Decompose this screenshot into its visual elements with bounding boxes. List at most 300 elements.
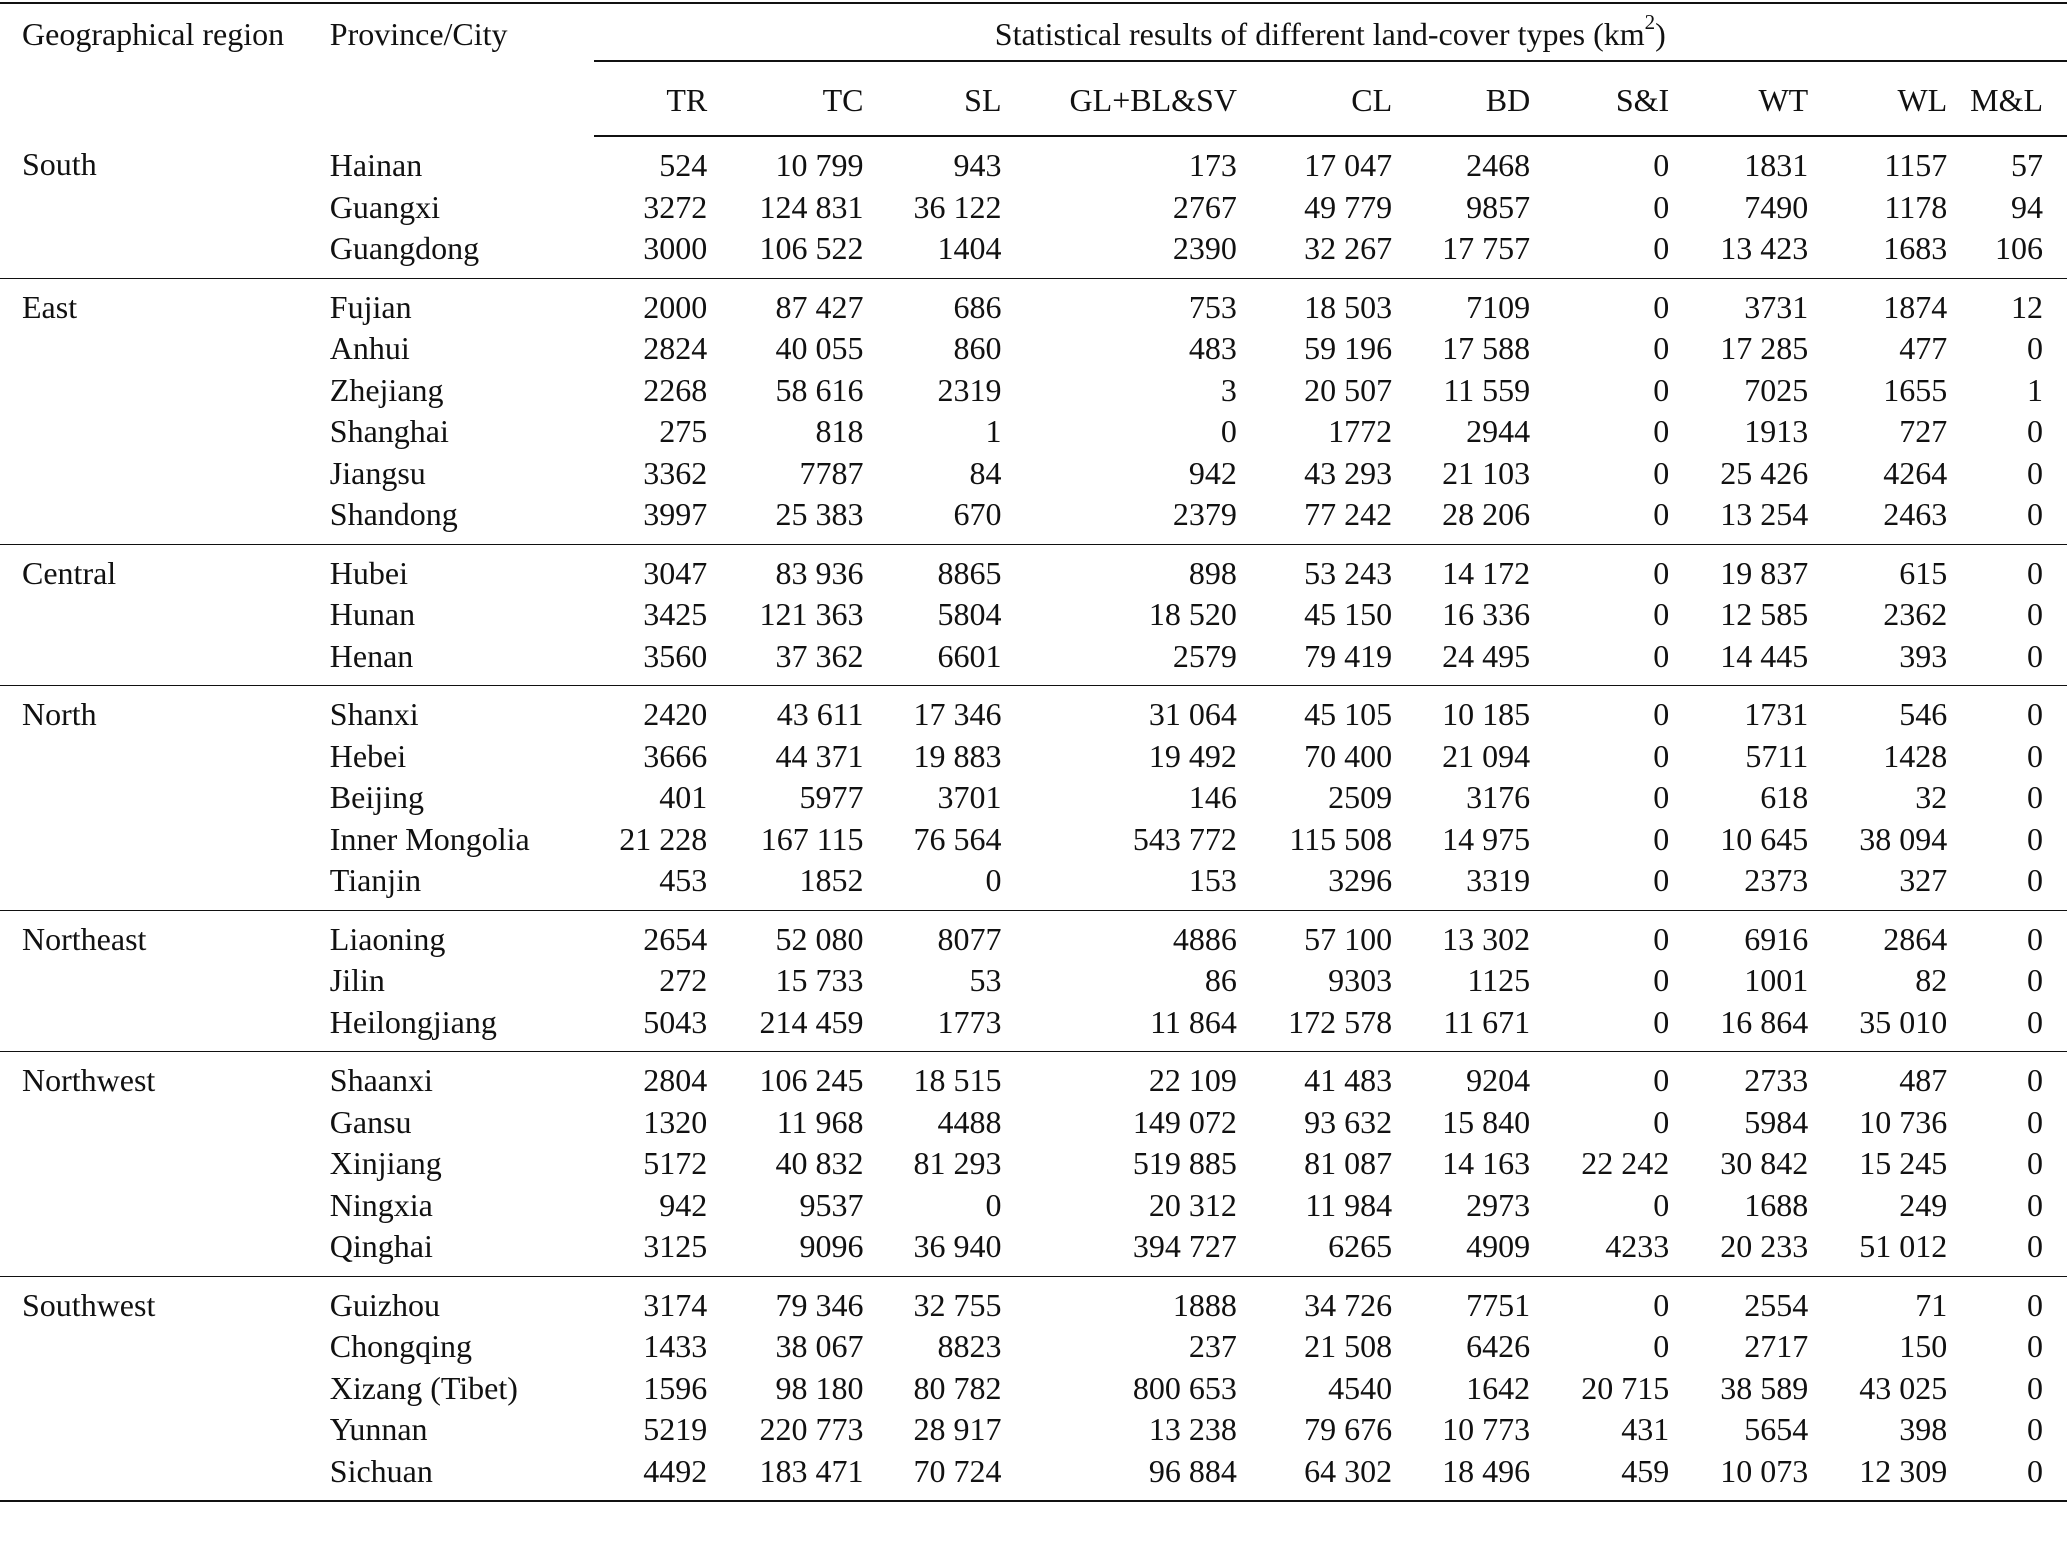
value-cell: 20 715 — [1581, 1369, 1670, 1406]
value-cell: 0 — [1653, 1003, 1670, 1040]
value-cell: 9537 — [799, 1186, 864, 1223]
region-cell — [0, 1143, 330, 1185]
value-cell: 0 — [1530, 686, 1669, 736]
value-cell: 25 383 — [775, 496, 864, 532]
value-cell: 214 459 — [759, 1003, 864, 1040]
value-cell: 94 — [2011, 188, 2043, 225]
province-cell: Inner Mongolia — [329, 820, 530, 857]
value-cell: 2390 — [1172, 230, 1237, 266]
value-cell: 124 831 — [759, 188, 864, 225]
value-cell: 40 832 — [775, 1145, 864, 1181]
region-cell — [0, 819, 330, 861]
value-cell: 32 — [1915, 779, 1948, 815]
value-cell: 1 — [2027, 371, 2043, 408]
table-row — [0, 1185, 2067, 1227]
value-cell: 149 072 — [1132, 1103, 1237, 1140]
value-cell: 44 371 — [775, 737, 864, 774]
value-cell: 5984 — [1744, 1103, 1809, 1140]
region-column-header: Geographical region — [0, 3, 330, 136]
value-cell: 19 837 — [1669, 544, 1808, 594]
value-cell: 0 — [1653, 1328, 1670, 1364]
value-cell: 7109 — [1392, 278, 1530, 328]
value-cell: 57 — [2011, 147, 2043, 183]
province-cell: Shanghai — [329, 413, 449, 449]
span-header-close: ) — [1655, 16, 1666, 52]
value-cell: 4488 — [937, 1103, 1002, 1140]
value-cell: 2767 — [1172, 188, 1237, 225]
value-cell: 3319 — [1466, 862, 1531, 898]
value-cell: 36 940 — [913, 1228, 1002, 1264]
region-cell — [0, 1002, 330, 1052]
value-cell: 0 — [1653, 737, 1670, 774]
table-row — [0, 860, 2067, 910]
value-cell: 2373 — [1744, 862, 1809, 898]
value-cell: 77 242 — [1304, 496, 1393, 532]
value-cell: 21 228 — [619, 820, 708, 857]
value-cell: 11 864 — [1150, 1003, 1237, 1040]
value-cell: 487 — [1808, 1052, 1947, 1102]
table-row — [0, 453, 2067, 495]
value-cell: 59 196 — [1304, 330, 1393, 366]
table-row — [0, 777, 2067, 819]
value-cell: 6916 — [1669, 910, 1808, 960]
value-cell: 45 105 — [1237, 686, 1392, 736]
province-cell: Hainan — [329, 146, 423, 183]
value-cell: 53 243 — [1237, 544, 1392, 594]
province-cell: Guizhou — [330, 1276, 594, 1326]
value-cell: 38 094 — [1859, 820, 1948, 857]
value-cell: 17 757 — [1442, 230, 1531, 266]
region-cell — [0, 594, 330, 636]
value-cell: 898 — [1002, 544, 1237, 594]
table-row — [0, 1409, 2067, 1451]
table-row — [0, 1368, 2067, 1410]
table-row — [0, 370, 2067, 412]
value-cell: 860 — [953, 330, 1002, 366]
region-cell — [0, 328, 330, 370]
value-cell: 146 — [1188, 779, 1237, 815]
value-cell: 25 426 — [1720, 454, 1809, 491]
value-cell: 17 588 — [1442, 330, 1531, 366]
value-cell: 1773 — [937, 1003, 1002, 1040]
value-cell: 2717 — [1744, 1328, 1809, 1364]
value-cell: 3425 — [643, 596, 708, 632]
table-row — [0, 494, 2067, 544]
value-cell: 10 799 — [775, 147, 864, 183]
value-cell: 14 172 — [1392, 544, 1530, 594]
value-cell: 34 726 — [1237, 1276, 1392, 1326]
value-cell: 24 495 — [1442, 637, 1531, 674]
value-cell: 106 — [1995, 230, 2043, 266]
value-cell: 21 094 — [1442, 737, 1531, 774]
value-cell: 14 163 — [1442, 1145, 1531, 1181]
value-cell: 6426 — [1466, 1328, 1531, 1364]
value-cell: 10 185 — [1392, 686, 1530, 736]
value-cell: 5711 — [1745, 737, 1809, 774]
value-cell: 83 936 — [707, 544, 863, 594]
value-cell: 0 — [1653, 962, 1670, 998]
table-row — [0, 636, 2067, 686]
value-cell: 81 087 — [1304, 1145, 1393, 1181]
province-cell: Heilongjiang — [329, 1003, 497, 1040]
value-cell: 3296 — [1328, 862, 1393, 898]
value-cell: 22 242 — [1581, 1145, 1670, 1181]
province-cell: Liaoning — [330, 910, 594, 960]
value-cell: 0 — [2027, 1411, 2043, 1447]
value-cell: 1888 — [1002, 1276, 1237, 1326]
value-cell: 106 245 — [707, 1052, 863, 1102]
value-cell: 43 293 — [1304, 454, 1393, 491]
table-row — [0, 819, 2067, 861]
value-cell: 3125 — [643, 1228, 708, 1264]
value-cell: 0 — [1653, 413, 1670, 449]
value-cell: 19 492 — [1148, 737, 1237, 774]
value-cell: 11 559 — [1443, 371, 1531, 408]
value-cell: 8865 — [864, 544, 1002, 594]
value-cell: 4909 — [1466, 1228, 1531, 1264]
value-cell: 0 — [2027, 1228, 2043, 1264]
value-cell: 15 840 — [1442, 1103, 1531, 1140]
value-cell: 18 503 — [1237, 278, 1392, 328]
value-cell: 249 — [1899, 1186, 1948, 1223]
value-cell: 272 — [659, 962, 708, 998]
value-cell: 477 — [1899, 330, 1948, 366]
value-cell: 38 067 — [775, 1328, 864, 1364]
value-cell: 13 423 — [1720, 230, 1809, 266]
table-row — [0, 228, 2067, 278]
table-row — [0, 960, 2067, 1002]
value-cell: 173 — [1188, 147, 1237, 183]
table-row — [0, 1326, 2067, 1368]
value-cell: 45 150 — [1304, 596, 1393, 632]
value-cell: 0 — [985, 862, 1002, 898]
value-cell: 7025 — [1744, 371, 1809, 408]
value-cell: 58 616 — [775, 371, 864, 408]
table-body — [0, 136, 2067, 1501]
value-cell: 546 — [1808, 686, 1947, 736]
value-cell: 36 122 — [913, 188, 1002, 225]
table-row — [0, 1143, 2067, 1185]
region-cell — [0, 1409, 330, 1451]
province-cell: Tianjin — [329, 862, 422, 898]
province-cell: Sichuan — [330, 1451, 594, 1502]
region-cell — [0, 1102, 330, 1144]
value-cell: 943 — [953, 147, 1002, 183]
value-cell: 0 — [1947, 910, 2067, 960]
province-cell: Ningxia — [329, 1186, 433, 1223]
value-cell: 686 — [864, 278, 1002, 328]
value-cell: 0 — [1653, 230, 1670, 266]
value-cell: 79 676 — [1304, 1411, 1393, 1447]
value-cell: 153 — [1188, 862, 1237, 898]
table-row — [0, 1226, 2067, 1276]
value-cell: 0 — [2027, 962, 2043, 998]
value-cell: 431 — [1621, 1411, 1670, 1447]
region-cell — [0, 736, 330, 778]
value-cell: 12 309 — [1808, 1451, 1947, 1502]
value-cell: 2579 — [1172, 637, 1237, 674]
province-cell: Gansu — [329, 1103, 412, 1140]
value-cell: 41 483 — [1237, 1052, 1392, 1102]
province-cell: Xinjiang — [329, 1145, 442, 1181]
value-cell: 98 180 — [775, 1369, 864, 1406]
value-cell: 2944 — [1466, 413, 1531, 449]
value-cell: 942 — [1188, 454, 1237, 491]
value-cell: 3731 — [1669, 278, 1808, 328]
value-cell: 3176 — [1466, 779, 1531, 815]
value-cell: 0 — [1947, 1451, 2067, 1502]
province-column-header: Province/City — [330, 3, 594, 136]
value-cell: 0 — [2027, 330, 2043, 366]
value-cell: 1874 — [1808, 278, 1947, 328]
value-cell: 0 — [1947, 544, 2067, 594]
value-cell: 3174 — [594, 1276, 708, 1326]
value-cell: 81 293 — [913, 1145, 1002, 1181]
region-cell: East — [0, 278, 330, 328]
value-cell: 0 — [1653, 496, 1670, 532]
value-cell: 0 — [1530, 544, 1669, 594]
value-cell: 2468 — [1466, 147, 1531, 183]
region-cell — [0, 494, 330, 544]
value-cell: 3560 — [643, 637, 708, 674]
value-cell: 9204 — [1392, 1052, 1530, 1102]
value-cell: 5043 — [643, 1003, 708, 1040]
value-cell: 79 419 — [1304, 637, 1393, 674]
value-cell: 10 773 — [1442, 1411, 1531, 1447]
value-cell: 4492 — [594, 1451, 708, 1502]
value-cell: 10 736 — [1859, 1103, 1948, 1140]
value-cell: 28 206 — [1442, 496, 1531, 532]
value-cell: 172 578 — [1288, 1003, 1393, 1040]
value-cell: 15 733 — [775, 962, 864, 998]
value-cell: 5977 — [799, 779, 864, 815]
value-cell: 0 — [1653, 596, 1670, 632]
value-cell: 0 — [1530, 278, 1669, 328]
value-cell: 2420 — [594, 686, 708, 736]
value-cell: 115 508 — [1289, 820, 1393, 857]
value-cell: 49 779 — [1304, 188, 1393, 225]
region-cell — [0, 960, 330, 1002]
value-cell: 17 047 — [1304, 147, 1393, 183]
value-cell: 0 — [1653, 820, 1670, 857]
value-cell: 17 285 — [1720, 330, 1809, 366]
value-cell: 1433 — [643, 1328, 708, 1364]
value-cell: 0 — [2027, 1003, 2043, 1040]
value-cell: 0 — [1530, 1052, 1669, 1102]
value-cell: 70 400 — [1304, 737, 1393, 774]
value-cell: 800 653 — [1132, 1369, 1237, 1406]
value-cell: 43 611 — [707, 686, 863, 736]
value-cell: 0 — [2027, 737, 2043, 774]
value-cell: 19 883 — [913, 737, 1002, 774]
table-row — [0, 544, 2067, 594]
value-cell: 1157 — [1884, 147, 1948, 183]
value-cell: 6265 — [1328, 1228, 1393, 1264]
region-cell — [0, 1185, 330, 1227]
value-cell: 84 — [969, 454, 1002, 491]
column-header: SL — [864, 66, 1002, 137]
value-cell: 0 — [1653, 330, 1670, 366]
value-cell: 7787 — [799, 454, 864, 491]
value-cell: 38 589 — [1720, 1369, 1809, 1406]
table-row — [0, 328, 2067, 370]
value-cell: 32 267 — [1304, 230, 1393, 266]
table-row — [0, 136, 2067, 187]
value-cell: 11 968 — [776, 1103, 864, 1140]
value-cell: 93 632 — [1304, 1103, 1393, 1140]
value-cell: 18 515 — [864, 1052, 1002, 1102]
column-header: WT — [1669, 66, 1808, 137]
value-cell: 10 645 — [1720, 820, 1809, 857]
value-cell: 0 — [2027, 820, 2043, 857]
province-cell: Xizang (Tibet) — [329, 1369, 518, 1406]
span-header-text: Statistical results of different land-cover types (km — [994, 16, 1645, 52]
value-cell: 5219 — [643, 1411, 708, 1447]
value-cell: 1852 — [799, 862, 864, 898]
value-cell: 3362 — [643, 454, 708, 491]
value-cell: 30 842 — [1720, 1145, 1809, 1181]
value-cell: 1913 — [1744, 413, 1809, 449]
value-cell: 0 — [2027, 596, 2043, 632]
table-row — [0, 910, 2067, 960]
region-cell: North — [0, 686, 330, 736]
value-cell: 0 — [1947, 686, 2067, 736]
value-cell: 0 — [2027, 413, 2043, 449]
value-cell: 87 427 — [707, 278, 863, 328]
land-cover-span-header — [594, 3, 2067, 66]
value-cell: 1642 — [1466, 1369, 1531, 1406]
value-cell: 0 — [1947, 1276, 2067, 1326]
region-cell — [0, 777, 330, 819]
table-row — [0, 686, 2067, 736]
value-cell: 51 012 — [1859, 1228, 1948, 1264]
value-cell: 618 — [1760, 779, 1809, 815]
value-cell: 32 755 — [864, 1276, 1002, 1326]
value-cell: 0 — [985, 1186, 1002, 1223]
value-cell: 3 — [1220, 371, 1237, 408]
table-row — [0, 1052, 2067, 1102]
value-cell: 0 — [1653, 147, 1670, 183]
table-row — [0, 1102, 2067, 1144]
value-cell: 1125 — [1467, 962, 1531, 998]
province-cell: Shandong — [329, 496, 458, 532]
province-cell: Hunan — [329, 596, 416, 632]
value-cell: 10 073 — [1669, 1451, 1808, 1502]
value-cell: 2000 — [594, 278, 708, 328]
value-cell: 86 — [1204, 962, 1237, 998]
table-row — [0, 187, 2067, 229]
value-cell: 1731 — [1669, 686, 1808, 736]
value-cell: 11 984 — [1305, 1186, 1393, 1223]
value-cell: 2973 — [1466, 1186, 1531, 1223]
value-cell: 0 — [2027, 862, 2043, 898]
value-cell: 9857 — [1466, 188, 1531, 225]
value-cell: 2554 — [1669, 1276, 1808, 1326]
value-cell: 0 — [2027, 496, 2043, 532]
value-cell: 1 — [985, 413, 1002, 449]
value-cell: 96 884 — [1002, 1451, 1237, 1502]
value-cell: 7751 — [1392, 1276, 1530, 1326]
value-cell: 8823 — [937, 1328, 1002, 1364]
value-cell: 0 — [1220, 413, 1237, 449]
value-cell: 2509 — [1328, 779, 1393, 815]
province-cell: Jiangsu — [329, 454, 426, 491]
value-cell: 40 055 — [775, 330, 864, 366]
value-cell: 28 917 — [913, 1411, 1002, 1447]
value-cell: 0 — [1653, 862, 1670, 898]
value-cell: 0 — [1653, 1103, 1670, 1140]
value-cell: 0 — [1653, 637, 1670, 674]
value-cell: 0 — [1530, 910, 1669, 960]
value-cell: 401 — [659, 779, 708, 815]
region-cell — [0, 1326, 330, 1368]
region-cell — [0, 860, 330, 910]
value-cell: 0 — [2027, 1186, 2043, 1223]
value-cell: 37 362 — [775, 637, 864, 674]
value-cell: 13 302 — [1392, 910, 1530, 960]
land-cover-table — [0, 2, 2067, 1502]
value-cell: 76 564 — [913, 820, 1002, 857]
value-cell: 2319 — [937, 371, 1002, 408]
value-cell: 14 445 — [1720, 637, 1809, 674]
value-cell: 394 727 — [1132, 1228, 1237, 1264]
value-cell: 753 — [1002, 278, 1237, 328]
column-header: TR — [594, 66, 708, 137]
value-cell: 2864 — [1808, 910, 1947, 960]
value-cell: 52 080 — [707, 910, 863, 960]
province-cell: Chongqing — [329, 1328, 473, 1364]
value-cell: 4886 — [1002, 910, 1237, 960]
region-cell — [0, 370, 330, 412]
value-cell: 2463 — [1883, 496, 1948, 532]
province-cell: Zhejiang — [329, 371, 444, 408]
province-cell: Fujian — [330, 278, 594, 328]
value-cell: 3272 — [643, 188, 708, 225]
value-cell: 43 025 — [1859, 1369, 1948, 1406]
region-cell — [0, 187, 330, 229]
value-cell: 35 010 — [1859, 1003, 1948, 1040]
column-header: M&L — [1947, 66, 2067, 137]
value-cell: 727 — [1899, 413, 1948, 449]
value-cell: 1683 — [1883, 230, 1948, 266]
value-cell: 0 — [1947, 1052, 2067, 1102]
region-cell — [0, 636, 330, 686]
value-cell: 64 302 — [1237, 1451, 1392, 1502]
value-cell: 82 — [1915, 962, 1948, 998]
value-cell: 12 — [1947, 278, 2067, 328]
value-cell: 275 — [659, 413, 708, 449]
value-cell: 9096 — [799, 1228, 864, 1264]
column-header: GL+BL&SV — [1002, 66, 1237, 137]
value-cell: 12 585 — [1720, 596, 1809, 632]
value-cell: 327 — [1899, 862, 1948, 898]
value-cell: 21 508 — [1304, 1328, 1393, 1364]
value-cell: 7490 — [1744, 188, 1809, 225]
value-cell: 2362 — [1883, 596, 1948, 632]
value-cell: 615 — [1808, 544, 1947, 594]
value-cell: 398 — [1899, 1411, 1948, 1447]
value-cell: 0 — [2027, 454, 2043, 491]
value-cell: 483 — [1188, 330, 1237, 366]
value-cell: 79 346 — [707, 1276, 863, 1326]
value-cell: 4233 — [1605, 1228, 1670, 1264]
province-cell: Jilin — [329, 962, 385, 998]
value-cell: 1831 — [1744, 147, 1809, 183]
column-header: WL — [1808, 66, 1947, 137]
region-cell — [0, 1368, 330, 1410]
column-header: TC — [707, 66, 863, 137]
value-cell: 8077 — [864, 910, 1002, 960]
